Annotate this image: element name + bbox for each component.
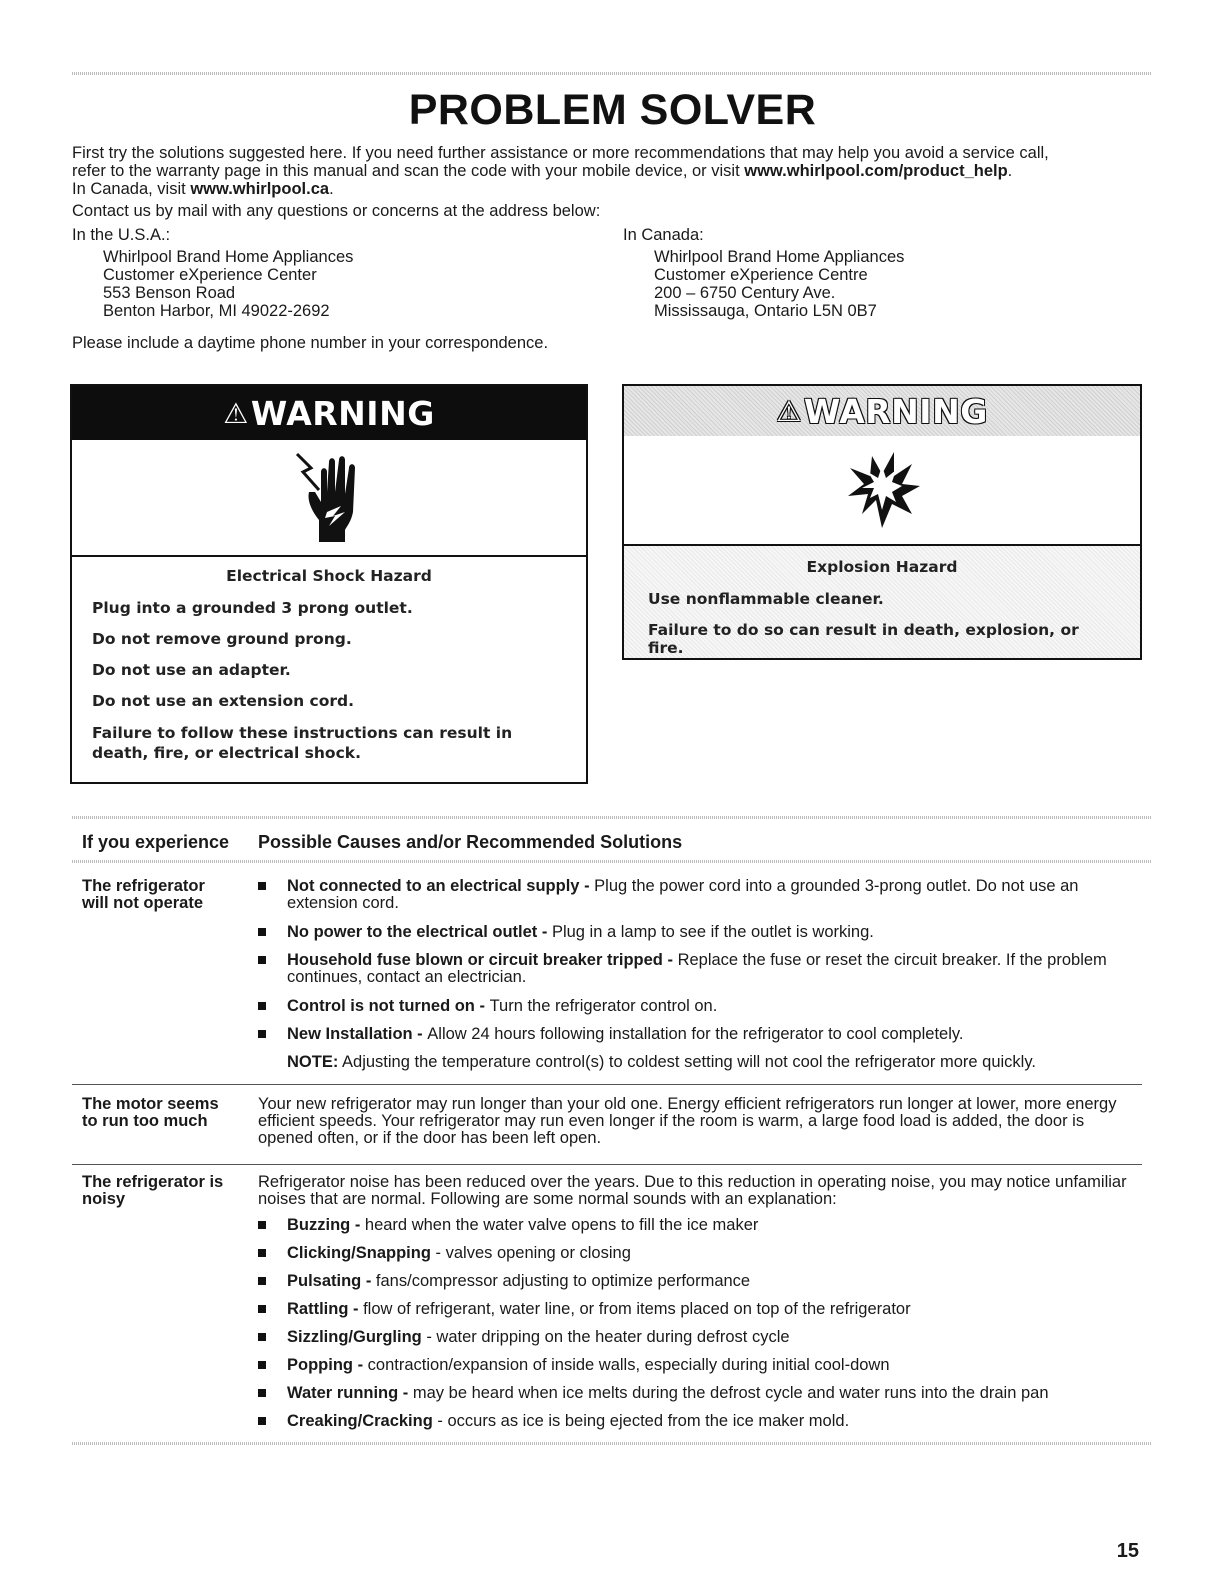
note-text: Adjusting the temperature control(s) to coldest setting will not cool the refrigerator more quickly. (338, 1053, 1036, 1071)
intro-line-3: In Canada, visit (72, 180, 191, 198)
row-label-line: to run too much (82, 1112, 208, 1130)
product-help-link[interactable]: www.whirlpool.com/product_help (744, 162, 1008, 180)
bullet-title: Household fuse blown or circuit breaker tripped - (287, 951, 678, 969)
warning-header (72, 386, 586, 440)
page-number: 15 (1116, 1540, 1139, 1562)
bullet-text: - valves opening or closing (430, 1244, 631, 1262)
ca-address-line: 200 – 6750 Century Ave. (654, 284, 836, 302)
bullet-icon (258, 1305, 266, 1313)
bullet-icon (258, 1221, 266, 1229)
bullet-icon (258, 1333, 266, 1341)
hazard-title: Explosion Hazard (806, 558, 958, 576)
row-divider (72, 1084, 1142, 1085)
electrical-shock-hand-icon (72, 440, 586, 557)
bullet-text: may be heard when ice melts during the defrost cycle and water runs into the drain pan (412, 1384, 1049, 1402)
table-header-rule (72, 860, 1152, 863)
row-text: Your new refrigerator may run longer than your old one. Energy efficient refrigerators run longer at lower, more energy efficient speeds. Your refrigerator may run even longer if the room is warm, a large food load is added, the door is opened often, or if the door has been left open. (258, 1095, 1117, 1147)
us-address (72, 226, 572, 320)
bullet-title: Buzzing - (287, 1216, 365, 1234)
warning-line: Failure to follow these instructions can result in death, fire, or electrical shock. (92, 724, 513, 762)
bullet-text: Turn the refrigerator control on. (489, 997, 718, 1015)
row-label-line: The motor seems (82, 1095, 219, 1113)
bullet-icon (258, 1030, 266, 1038)
bullet-title: New Installation - (287, 1025, 428, 1043)
list-item (258, 924, 1138, 941)
bullet-title: Not connected to an electrical supply - (287, 877, 595, 895)
warning-line: Do not remove ground prong. (92, 630, 352, 648)
list-item (258, 1217, 1138, 1234)
bullet-text: - water dripping on the heater during defrost cycle (421, 1328, 790, 1346)
explosion-warning-box (622, 384, 1142, 660)
bullet-title: Creaking/Cracking (287, 1412, 433, 1430)
ca-address-heading: In Canada: (623, 226, 704, 244)
us-address-heading: In the U.S.A.: (72, 226, 171, 244)
bullet-icon (258, 882, 266, 890)
us-address-line: Whirlpool Brand Home Appliances (103, 248, 354, 266)
top-rule (72, 72, 1152, 75)
list-item (258, 1413, 1138, 1430)
bullet-text: Plug in a lamp to see if the outlet is working. (551, 923, 874, 941)
note-label: NOTE: (287, 1053, 339, 1071)
bullet-title: Control is not turned on - (287, 997, 490, 1015)
ca-address-line: Customer eXperience Centre (654, 266, 868, 284)
list-item (258, 952, 1138, 986)
bullet-icon (258, 956, 266, 964)
note (258, 1054, 1138, 1071)
intro-line-3-end: . (329, 180, 334, 198)
row-label-motor-runs-too-much (82, 1096, 242, 1130)
bullet-icon (258, 928, 266, 936)
closing-line: Please include a daytime phone number in your correspondence. (72, 334, 549, 352)
table-bottom-rule (72, 1442, 1152, 1445)
intro-line-2-end: . (1007, 162, 1013, 180)
table-top-rule (72, 816, 1152, 819)
list-item (258, 1329, 1138, 1346)
bullet-text: flow of refrigerant, water line, or from items placed on top of the refrigerator (363, 1300, 911, 1318)
bullet-icon (258, 1361, 266, 1369)
warning-triangle-icon: ⚠ (223, 396, 249, 430)
bullet-title: Popping - (287, 1356, 368, 1374)
ca-address-line: Mississauga, Ontario L5N 0B7 (654, 302, 877, 320)
bullet-icon (258, 1002, 266, 1010)
warning-line: Do not use an adapter. (92, 661, 291, 679)
list-item (258, 1026, 1138, 1043)
warning-header-text: WARNING (250, 393, 435, 433)
contact-line: Contact us by mail with any questions or concerns at the address below: (72, 202, 601, 220)
row-text: Refrigerator noise has been reduced over the years. Due to this reduction in operating noise, you may notice unfamiliar noises that are normal. Following are some normal sounds with an explanation: (258, 1173, 1127, 1208)
list-item (258, 1357, 1138, 1374)
column-header-experience: If you experience (82, 832, 230, 852)
us-address-line: Customer eXperience Center (103, 266, 317, 284)
bullet-title: Sizzling/Gurgling (287, 1328, 422, 1346)
warning-line: Plug into a grounded 3 prong outlet. (92, 599, 413, 617)
bullet-icon (258, 1389, 266, 1397)
bullet-text: - occurs as ice is being ejected from the ice maker mold. (432, 1412, 850, 1430)
ca-address-line: Whirlpool Brand Home Appliances (654, 248, 905, 266)
bullet-text: Allow 24 hours following installation for the refrigerator to cool completely. (427, 1025, 964, 1043)
bullet-icon (258, 1417, 266, 1425)
bullet-text: fans/compressor adjusting to optimize performance (375, 1272, 751, 1290)
bullet-title: Water running - (287, 1384, 413, 1402)
us-address-line: 553 Benson Road (103, 284, 236, 302)
electrical-warning-box (70, 384, 588, 784)
row-label-line: will not operate (82, 894, 204, 912)
hazard-title: Electrical Shock Hazard (226, 567, 432, 585)
canada-link[interactable]: www.whirlpool.ca (190, 180, 330, 198)
row-label-will-not-operate (82, 878, 242, 912)
list-item (258, 998, 1138, 1015)
row-label-line: noisy (82, 1190, 126, 1208)
bullet-text: Replace the fuse or reset the circuit breaker. If the problem continues, contact an electrician. (287, 951, 1107, 986)
page-title: PROBLEM SOLVER (408, 86, 817, 134)
ca-address (623, 226, 1143, 320)
warning-triangle-icon: ⚠ (776, 394, 802, 428)
bullet-icon (258, 1277, 266, 1285)
intro-block (72, 144, 1152, 220)
warning-line: Use nonflammable cleaner. (648, 590, 884, 608)
explosion-icon (624, 436, 1140, 546)
warning-line: Do not use an extension cord. (92, 692, 355, 710)
row-label-line: The refrigerator is (82, 1173, 224, 1191)
list-item (258, 1245, 1138, 1262)
intro-line-2: refer to the warranty page in this manual and scan the code with your mobile device, or visit (72, 162, 745, 180)
warning-header (624, 386, 1140, 436)
bullet-icon (258, 1249, 266, 1257)
bullet-title: Clicking/Snapping (287, 1244, 431, 1262)
list-item (258, 1273, 1138, 1290)
row-label-line: The refrigerator (82, 877, 205, 895)
row-divider (72, 1164, 1142, 1165)
row-label-noisy (82, 1174, 242, 1208)
bullet-title: Rattling - (287, 1300, 364, 1318)
list-item (258, 1301, 1138, 1318)
bullet-text: heard when the water valve opens to fill the ice maker (364, 1216, 759, 1234)
list-item (258, 878, 1138, 912)
bullet-title: Pulsating - (287, 1272, 376, 1290)
bullet-text: Plug the power cord into a grounded 3-prong outlet. Do not use an extension cord. (287, 877, 1079, 912)
warning-header-text: WARNING (803, 391, 988, 431)
warning-line: Failure to do so can result in death, explosion, or fire. (648, 621, 1079, 657)
intro-line-1: First try the solutions suggested here. If you need further assistance or more recommendations that may help you avoid a service call, (72, 144, 1049, 162)
us-address-line: Benton Harbor, MI 49022-2692 (103, 302, 330, 320)
column-header-solutions: Possible Causes and/or Recommended Solutions (258, 832, 683, 852)
bullet-text: contraction/expansion of inside walls, especially during initial cool-down (367, 1356, 890, 1374)
bullet-title: No power to the electrical outlet - (287, 923, 552, 941)
list-item (258, 1385, 1138, 1402)
